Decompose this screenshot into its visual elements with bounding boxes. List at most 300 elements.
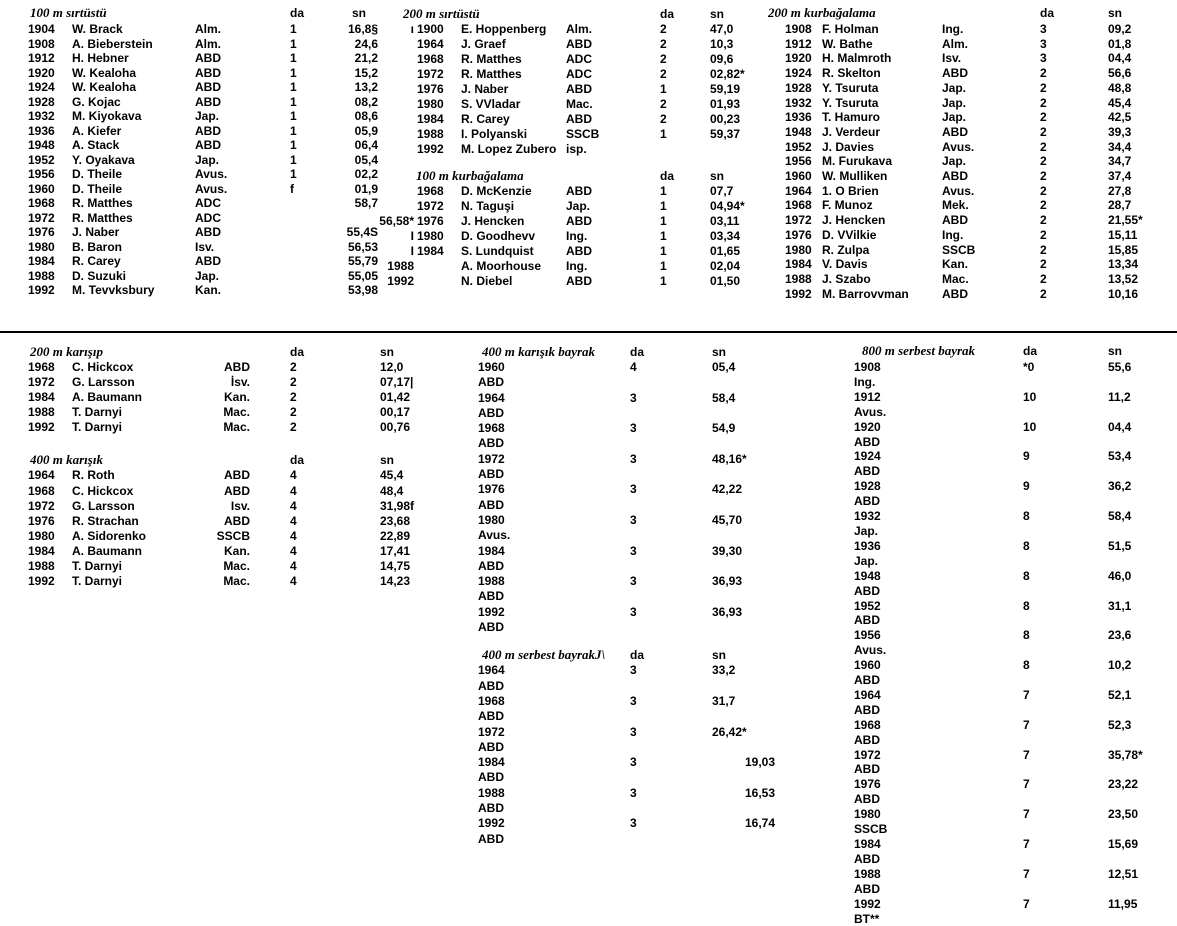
record-row <box>460 725 790 756</box>
country-cell: ABD <box>854 702 880 717</box>
sn-cell: 52,3 <box>1108 717 1132 732</box>
sn-cell: 27,8 <box>1108 183 1132 198</box>
margin-fragment-cell <box>358 199 417 214</box>
da-cell: 2 <box>660 67 667 81</box>
country-cell: ABD <box>566 214 592 228</box>
da-cell <box>245 269 330 284</box>
sn-cell: 08,2 <box>354 94 378 109</box>
year-cell: 1908 <box>854 360 881 374</box>
da-cell <box>245 283 330 298</box>
sn-cell: 05,4 <box>712 360 736 374</box>
year-country-cell <box>840 420 1023 450</box>
sn-cell: 58,4 <box>712 390 736 405</box>
year-cell: 1952 <box>854 598 881 613</box>
name-cell: T. Darnyi <box>72 420 123 435</box>
da-cell: 8 <box>1023 628 1030 643</box>
year-cell: 1912 <box>854 389 881 404</box>
sn-cell: 35,78* <box>1108 747 1143 762</box>
country-cell: ABD <box>478 497 504 512</box>
year-cell: 1908 <box>28 36 55 51</box>
year-cell: 1992 <box>28 283 55 297</box>
da-cell: 1 <box>290 22 297 36</box>
year-cell: 1992 <box>28 420 55 435</box>
sn-cell: 23,50 <box>1108 807 1139 822</box>
country-cell: ABD <box>478 620 504 635</box>
name-cell: V. Davis <box>822 257 868 272</box>
section-header-row <box>358 168 798 184</box>
country-cell: Jap. <box>942 95 967 110</box>
margin-fragment-cell <box>358 37 417 52</box>
section-header-row <box>28 452 438 468</box>
sn-cell: 01,9 <box>354 181 378 196</box>
column-bottom-middle <box>460 344 790 847</box>
country-cell: isp. <box>566 142 587 156</box>
da-cell: 8 <box>1023 598 1030 613</box>
record-rows <box>460 663 790 847</box>
sn-cell: 01,65 <box>710 244 741 258</box>
record-row <box>840 718 1177 748</box>
year-cell: 1992 <box>417 142 444 156</box>
year-cell: 1984 <box>28 390 55 405</box>
sn-cell: 34,4 <box>1108 139 1132 154</box>
country-cell: Jap. <box>195 109 220 123</box>
name-cell: C. Hickcox <box>72 483 134 498</box>
record-row <box>840 658 1177 688</box>
record-row <box>768 213 1177 228</box>
year-cell: 1900 <box>417 22 444 36</box>
sn-cell: 28,7 <box>1108 198 1132 213</box>
country-cell: ABD <box>478 709 504 724</box>
column-header-da: da <box>660 169 675 183</box>
year-country-cell <box>460 482 630 513</box>
year-cell: 1932 <box>28 109 55 123</box>
column-header-sn: sn <box>712 345 727 359</box>
sn-cell: 53,4 <box>1108 449 1132 464</box>
da-cell: 3 <box>630 693 637 708</box>
sn-cell: 14,23 <box>380 574 411 589</box>
record-row <box>840 449 1177 479</box>
year-cell: 1960 <box>785 169 812 184</box>
name-cell: F. Holman <box>822 22 879 36</box>
year-cell: 1968 <box>478 421 505 436</box>
name-cell: M. Barrovvman <box>822 286 909 301</box>
da-cell: 1 <box>660 127 667 141</box>
da-cell: 1 <box>290 51 297 65</box>
record-row <box>768 96 1177 111</box>
record-row <box>358 259 798 274</box>
country-cell: Jap. <box>566 199 591 213</box>
column-header-da: da <box>660 7 675 21</box>
record-row <box>768 22 1177 37</box>
record-rows <box>840 360 1177 926</box>
country-cell: ABD <box>478 678 504 693</box>
year-cell: 1960 <box>478 360 505 374</box>
section-title: 200 m karışıp <box>30 344 103 359</box>
name-cell: A. Baumann <box>72 390 143 405</box>
record-row <box>358 127 798 142</box>
record-row <box>460 786 790 817</box>
country-cell: Kan. <box>223 543 250 558</box>
sn-cell: 03,34 <box>710 229 741 243</box>
record-row <box>768 37 1177 52</box>
year-cell: 1976 <box>28 225 55 239</box>
year-country-cell <box>840 539 1023 569</box>
record-row <box>460 391 790 422</box>
year-cell: 1992 <box>28 574 55 589</box>
da-cell: 1 <box>660 274 667 288</box>
record-row <box>28 390 438 405</box>
name-cell: J. Hencken <box>461 214 525 228</box>
country-cell: ABD <box>942 124 968 139</box>
da-cell: 3 <box>630 724 637 739</box>
sn-cell: 15,11 <box>1108 227 1138 242</box>
sn-cell: 15,2 <box>354 65 378 80</box>
sn-cell: 00,76 <box>380 420 411 435</box>
sn-cell: 48,8 <box>1108 80 1132 95</box>
da-cell: 2 <box>1040 198 1047 213</box>
country-cell: ABD <box>854 762 880 777</box>
country-cell: ABD <box>478 831 504 846</box>
year-cell: 1972 <box>478 724 505 739</box>
year-cell: 1904 <box>28 22 55 36</box>
year-cell: 1908 <box>785 22 812 36</box>
country-cell: SSCB <box>216 528 250 543</box>
sn-cell: 09,2 <box>1108 22 1132 36</box>
record-row <box>460 482 790 513</box>
country-cell: Mac. <box>223 574 250 589</box>
da-cell: 3 <box>630 816 637 831</box>
year-cell: 1956 <box>28 167 55 181</box>
record-row <box>840 688 1177 718</box>
year-cell: 1984 <box>417 244 444 258</box>
country-cell: ABD <box>566 82 592 96</box>
country-cell: ABD <box>566 112 592 126</box>
section-title: 100 m sırtüstü <box>30 5 107 20</box>
da-cell: 2 <box>1040 286 1047 301</box>
sn-cell: 16,74 <box>745 816 776 831</box>
margin-fragment-cell: I <box>410 229 414 243</box>
year-cell: 1968 <box>28 196 55 210</box>
sn-cell: 31,7 <box>712 693 736 708</box>
name-cell: J. Naber <box>461 82 509 96</box>
year-country-cell <box>460 816 630 847</box>
record-row <box>840 867 1177 897</box>
country-cell: Mac. <box>223 559 250 574</box>
sn-cell: 16,53 <box>745 785 776 800</box>
da-cell: 7 <box>1023 777 1030 792</box>
sn-cell: 39,3 <box>1108 124 1132 139</box>
year-cell: 1928 <box>854 479 881 494</box>
sn-cell: 48,16* <box>712 451 747 466</box>
year-cell: 1988 <box>854 866 881 881</box>
country-cell: ABD <box>195 65 221 80</box>
sn-cell: 02,2 <box>354 167 378 181</box>
name-cell: A. Bieberstein <box>72 36 153 51</box>
name-cell: R. Carey <box>461 112 510 126</box>
record-row <box>358 112 798 127</box>
country-cell: ABD <box>195 80 221 94</box>
record-row <box>840 479 1177 509</box>
sn-cell: 08,6 <box>354 109 378 123</box>
da-cell <box>245 225 330 240</box>
country-cell: Mac. <box>942 271 969 286</box>
da-cell: 8 <box>1023 658 1030 673</box>
name-cell: J. Naber <box>72 225 120 239</box>
record-row <box>460 452 790 483</box>
da-cell: 1 <box>660 199 667 213</box>
year-country-cell <box>460 544 630 575</box>
sn-cell: 55,05 <box>347 268 378 283</box>
sn-cell: 01,93 <box>710 97 741 111</box>
record-row <box>840 837 1177 867</box>
da-cell: 1 <box>290 109 297 123</box>
name-cell: R. Zulpa <box>822 242 870 257</box>
country-cell: ABD <box>942 286 968 301</box>
record-row <box>28 375 438 390</box>
year-cell: 1984 <box>28 254 55 268</box>
country-cell: Mac. <box>566 97 593 111</box>
year-country-cell <box>840 360 1023 390</box>
year-cell <box>417 259 461 274</box>
year-country-cell <box>840 390 1023 420</box>
year-cell: 1976 <box>28 513 55 528</box>
da-cell <box>660 142 710 157</box>
year-cell: 1972 <box>417 199 444 213</box>
year-cell: 1984 <box>785 257 812 272</box>
record-row <box>358 52 798 67</box>
year-cell: 1972 <box>785 213 812 228</box>
column-header-sn: sn <box>352 6 367 20</box>
country-cell: ABD <box>195 254 221 268</box>
year-cell: 1992 <box>478 604 505 619</box>
record-row <box>460 421 790 452</box>
column-top-middle <box>358 6 798 289</box>
da-cell <box>245 196 330 211</box>
record-row <box>358 184 798 199</box>
name-cell: F. Munoz <box>822 198 873 213</box>
margin-fragment-cell <box>358 52 417 67</box>
margin-fragment-cell <box>358 67 417 82</box>
country-cell: ABD <box>854 613 880 628</box>
name-cell: D. Theile <box>72 167 123 181</box>
sn-cell: 56,6 <box>1108 66 1132 81</box>
da-cell: 1 <box>290 94 297 109</box>
da-cell: 1 <box>660 259 667 273</box>
country-cell: ABD <box>195 138 221 152</box>
name-cell: D. McKenzie <box>461 184 532 198</box>
section-header-row <box>460 344 790 360</box>
name-cell: J. Graef <box>461 37 506 51</box>
da-cell: 2 <box>1040 271 1047 286</box>
year-cell: 1976 <box>785 227 812 242</box>
name-cell: A. Kiefer <box>72 123 122 138</box>
country-cell: Alm. <box>942 36 969 51</box>
country-cell: Jap. <box>854 553 879 568</box>
da-cell <box>245 254 330 269</box>
country-cell: Kan. <box>223 390 250 405</box>
country-cell: Jap. <box>854 523 879 538</box>
record-row <box>28 559 438 574</box>
record-row <box>28 360 438 375</box>
country-cell: ABD <box>854 792 880 807</box>
da-cell: 7 <box>1023 837 1030 851</box>
year-cell: 1972 <box>417 67 444 81</box>
record-row <box>358 199 798 214</box>
da-cell: 2 <box>660 112 667 126</box>
year-cell: 1932 <box>854 509 881 524</box>
year-cell: 1920 <box>854 419 881 434</box>
country-cell: Isv. <box>942 51 962 66</box>
da-cell: 2 <box>660 37 667 51</box>
da-cell: 9 <box>1023 449 1030 464</box>
year-cell: 1992 <box>854 896 881 911</box>
record-row <box>768 140 1177 155</box>
year-country-cell <box>840 777 1023 807</box>
year-country-cell <box>460 605 630 636</box>
country-cell: ADC <box>195 210 221 225</box>
country-cell: ABD <box>224 468 250 483</box>
year-country-cell <box>840 569 1023 599</box>
year-cell: 1972 <box>28 375 55 390</box>
margin-fragment-cell: 1992 <box>387 274 414 288</box>
year-cell: 1936 <box>854 538 881 553</box>
record-rows <box>460 360 790 635</box>
column-header-sn: sn <box>710 7 725 21</box>
da-cell: 1 <box>290 138 297 152</box>
name-cell: G. Kojac <box>72 94 121 109</box>
sn-cell: 11,95 <box>1108 896 1138 911</box>
da-cell: 2 <box>1040 227 1047 242</box>
da-cell: 9 <box>1023 479 1030 494</box>
sn-cell: 33,2 <box>712 663 736 678</box>
record-row <box>768 272 1177 287</box>
column-header-sn: sn <box>712 648 727 663</box>
da-cell: 3 <box>630 755 637 770</box>
year-cell: 1948 <box>854 568 881 583</box>
year-cell: 1988 <box>478 785 505 800</box>
section-200m-karisik <box>28 344 438 435</box>
da-cell: 7 <box>1023 807 1030 822</box>
sn-cell: 22,89 <box>380 528 411 543</box>
year-cell: 1928 <box>28 94 55 109</box>
da-cell: 2 <box>290 405 297 420</box>
sn-cell: 55,79 <box>347 254 378 268</box>
name-cell: Y. Tsuruta <box>822 80 879 95</box>
name-cell: R. Matthes <box>461 67 522 81</box>
da-cell: 4 <box>290 468 297 483</box>
name-cell: H. Malmroth <box>822 51 892 66</box>
sn-cell: 12,51 <box>1108 866 1139 881</box>
sn-cell: 13,2 <box>354 80 378 94</box>
name-cell: R. Roth <box>72 468 115 483</box>
record-row <box>460 574 790 605</box>
country-cell: Isv. <box>230 498 250 513</box>
record-row <box>358 214 798 229</box>
sn-cell: 59,19 <box>710 82 741 96</box>
da-cell: 3 <box>630 512 637 527</box>
da-cell: 3 <box>630 663 637 678</box>
country-cell: Ing. <box>854 374 876 389</box>
sn-cell: 58,4 <box>1108 509 1132 524</box>
margin-fragment-cell: 56,58* <box>379 214 414 228</box>
year-country-cell <box>460 452 630 483</box>
column-header-da: da <box>290 345 305 359</box>
country-cell: ABD <box>854 583 880 598</box>
da-cell: 2 <box>290 420 297 435</box>
sn-cell: 58,7 <box>354 196 378 210</box>
record-row <box>768 66 1177 81</box>
column-header-da: da <box>290 6 305 20</box>
record-row <box>840 628 1177 658</box>
da-cell: 2 <box>660 52 667 66</box>
name-cell: D. Suzuki <box>72 268 127 283</box>
year-cell: 1988 <box>417 127 444 141</box>
name-cell: S. VVladar <box>461 97 521 111</box>
country-cell: Jap. <box>942 80 967 95</box>
year-cell: 1920 <box>785 51 812 66</box>
country-cell: ABD <box>478 375 504 390</box>
country-cell: Ing. <box>566 259 588 273</box>
country-cell: ABD <box>478 589 504 604</box>
year-cell: 1972 <box>854 747 881 762</box>
sn-cell: 09,6 <box>710 52 734 66</box>
record-row <box>768 198 1177 213</box>
sn-cell: 17,41 <box>380 543 411 558</box>
da-cell: 2 <box>290 390 297 405</box>
sn-cell: 00,17 <box>380 405 411 420</box>
country-cell: ABD <box>195 225 221 239</box>
country-cell: ABD <box>854 494 880 509</box>
name-cell: R. Matthes <box>72 196 133 210</box>
da-cell: 2 <box>1040 154 1047 169</box>
da-cell: 1 <box>290 80 297 94</box>
year-cell: 1980 <box>854 807 881 822</box>
sn-cell: 03,11 <box>710 214 740 228</box>
record-row <box>28 405 438 420</box>
name-cell: D. Theile <box>72 181 123 196</box>
sn-cell: 02,04 <box>710 259 741 273</box>
record-row <box>460 360 790 391</box>
sn-cell: 52,1 <box>1108 687 1132 702</box>
year-country-cell <box>840 897 1023 926</box>
sn-cell: 21,55* <box>1108 213 1143 228</box>
name-cell: R. Matthes <box>461 52 522 66</box>
year-cell: 1936 <box>785 110 812 125</box>
country-cell: ABD <box>566 37 592 51</box>
year-country-cell <box>840 837 1023 867</box>
da-cell: 3 <box>630 543 637 558</box>
sn-cell: 51,5 <box>1108 538 1132 553</box>
column-header-da: da <box>630 648 645 663</box>
name-cell: D. VVilkie <box>822 227 877 242</box>
year-cell: 1968 <box>785 198 812 213</box>
record-row <box>358 37 798 52</box>
da-cell: 1 <box>290 36 297 51</box>
name-cell: M. Lopez Zubero <box>461 142 557 156</box>
country-cell: ABD <box>478 436 504 451</box>
country-cell: Ing. <box>566 229 588 243</box>
name-cell: R. Matthes <box>72 210 133 225</box>
record-row <box>28 574 438 589</box>
sn-cell: 02,82* <box>710 67 745 81</box>
margin-fragment-cell <box>358 82 417 97</box>
da-cell: 7 <box>1023 687 1030 702</box>
da-cell: 2 <box>290 360 297 374</box>
country-cell: ABD <box>478 770 504 785</box>
name-cell: N. Taguşi <box>461 199 515 213</box>
section-400m-karisik-bayrak <box>460 344 790 635</box>
da-cell: 4 <box>290 483 297 498</box>
